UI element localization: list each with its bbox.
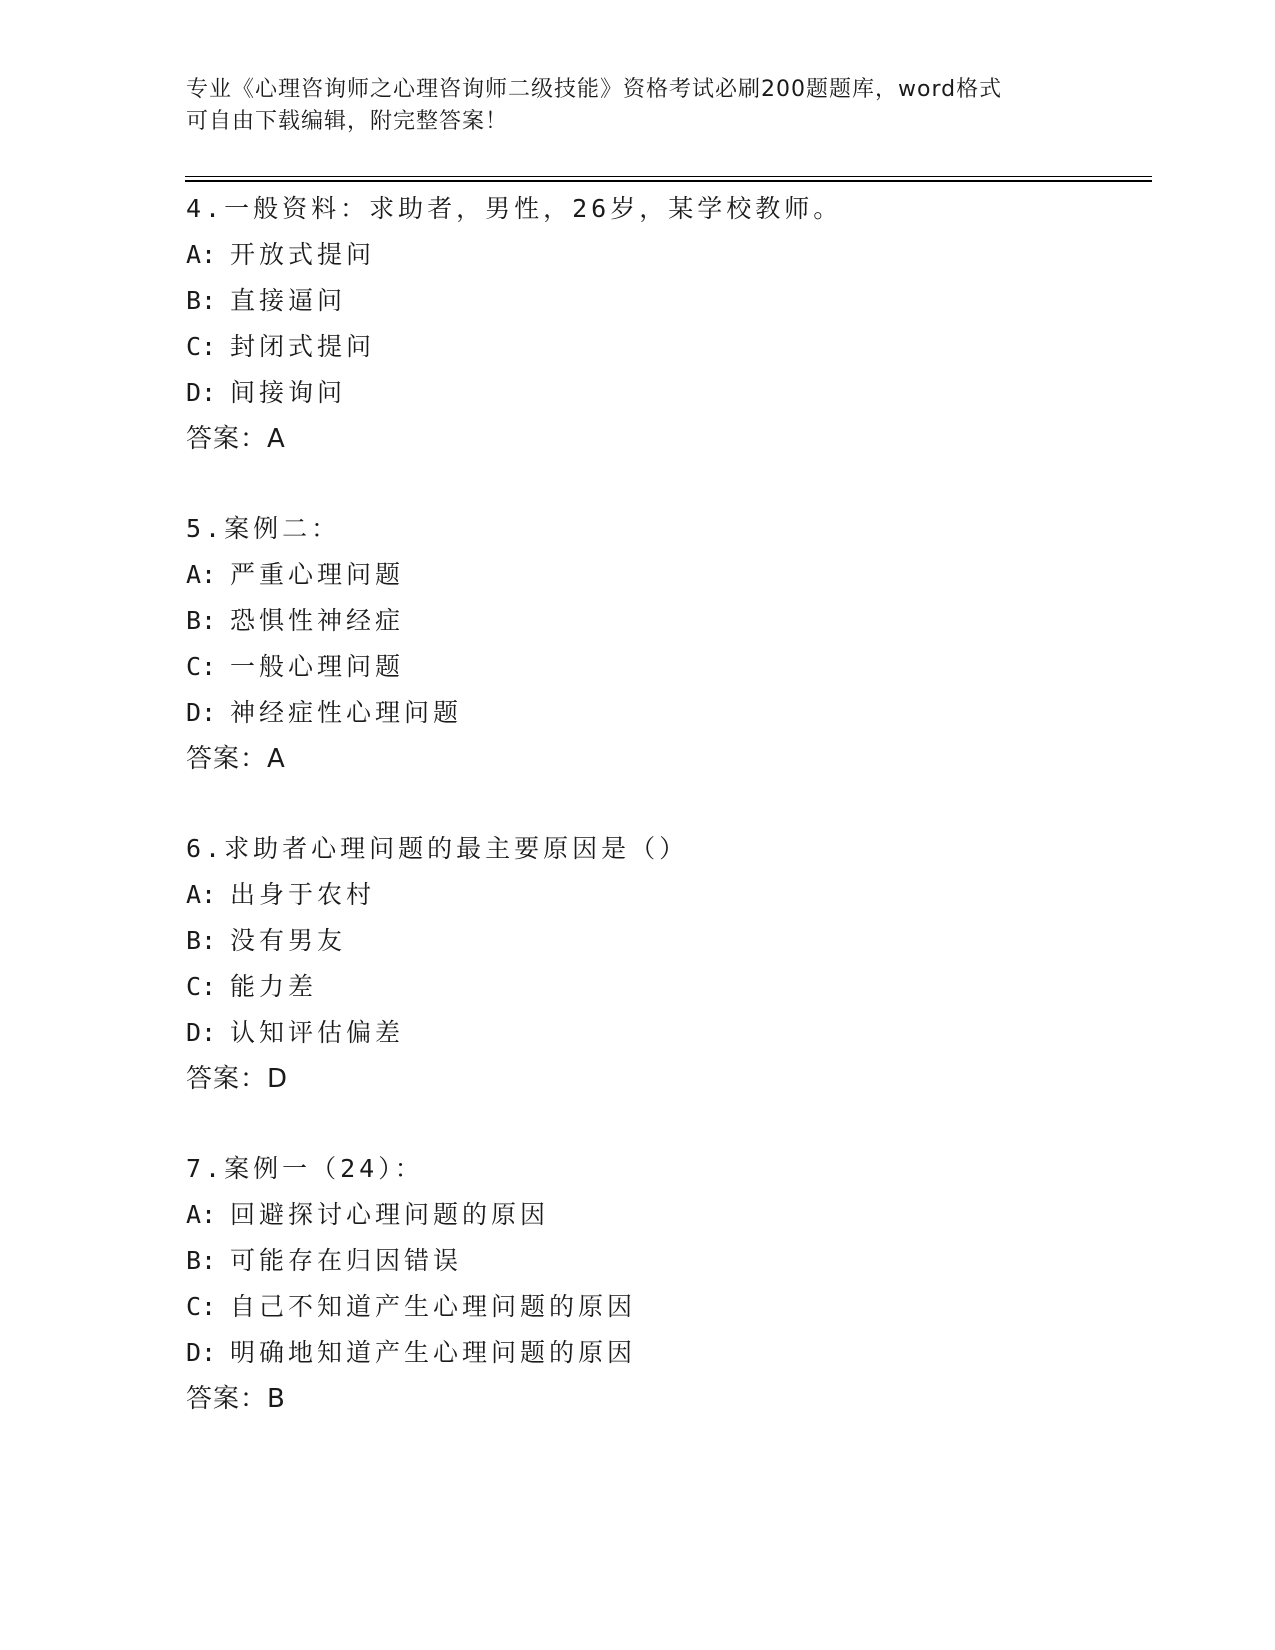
option-b (186, 598, 1086, 644)
option-d (186, 1330, 1086, 1376)
option-letter: A: (186, 880, 217, 909)
option-text: 开放式提问 (230, 240, 376, 269)
question-block-5 (186, 506, 1086, 782)
header-divider-thick (185, 180, 1152, 182)
question-block-6 (186, 826, 1086, 1102)
answer-line: 答案：A (186, 424, 286, 454)
option-text: 没有男友 (230, 926, 347, 955)
option-text: 封闭式提问 (230, 332, 376, 361)
option-d (186, 690, 1086, 736)
option-text: 一般心理问题 (230, 652, 405, 681)
question-title: 5.案例二： (186, 514, 341, 543)
option-letter: C: (186, 1292, 217, 1321)
option-text: 直接逼问 (230, 286, 347, 315)
question-title: 6.求助者心理问题的最主要原因是（） (186, 834, 689, 863)
header-divider-thin (185, 176, 1152, 177)
option-b (186, 1238, 1086, 1284)
option-b (186, 918, 1086, 964)
document-header (186, 74, 1066, 138)
option-text: 能力差 (230, 972, 318, 1001)
option-c (186, 964, 1086, 1010)
option-letter: B: (186, 286, 217, 315)
option-a (186, 872, 1086, 918)
option-text: 回避探讨心理问题的原因 (230, 1200, 550, 1229)
option-letter: A: (186, 560, 217, 589)
option-letter: D: (186, 378, 217, 407)
answer-line: 答案：B (186, 1384, 286, 1414)
question-title: 7.案例一（24）： (186, 1154, 424, 1183)
option-c (186, 644, 1086, 690)
header-line-1: 专业《心理咨询师之心理咨询师二级技能》资格考试必刷200题题库，word格式 (186, 77, 1003, 102)
answer-line: 答案：D (186, 1064, 289, 1094)
option-letter: C: (186, 652, 217, 681)
option-letter: D: (186, 1338, 217, 1367)
option-text: 可能存在归因错误 (230, 1246, 463, 1275)
option-letter: A: (186, 240, 217, 269)
option-text: 自己不知道产生心理问题的原因 (230, 1292, 637, 1321)
option-b (186, 278, 1086, 324)
option-letter: A: (186, 1200, 217, 1229)
answer-line: 答案：A (186, 744, 286, 774)
option-text: 明确地知道产生心理问题的原因 (230, 1338, 637, 1367)
question-block-7 (186, 1146, 1086, 1422)
option-letter: C: (186, 332, 217, 361)
option-letter: D: (186, 698, 217, 727)
option-letter: B: (186, 926, 217, 955)
option-letter: C: (186, 972, 217, 1001)
option-d (186, 370, 1086, 416)
option-a (186, 552, 1086, 598)
option-text: 恐惧性神经症 (230, 606, 405, 635)
option-text: 出身于农村 (230, 880, 376, 909)
option-c (186, 324, 1086, 370)
option-d (186, 1010, 1086, 1056)
option-a (186, 1192, 1086, 1238)
option-letter: B: (186, 606, 217, 635)
option-text: 严重心理问题 (230, 560, 405, 589)
header-line-2: 可自由下载编辑，附完整答案！ (186, 109, 509, 134)
option-text: 神经症性心理问题 (230, 698, 463, 727)
option-a (186, 232, 1086, 278)
option-letter: D: (186, 1018, 217, 1047)
option-c (186, 1284, 1086, 1330)
option-letter: B: (186, 1246, 217, 1275)
question-block-4 (186, 186, 1086, 462)
question-title: 4.一般资料：求助者，男性，26岁，某学校教师。 (186, 194, 843, 223)
option-text: 认知评估偏差 (230, 1018, 405, 1047)
option-text: 间接询问 (230, 378, 347, 407)
